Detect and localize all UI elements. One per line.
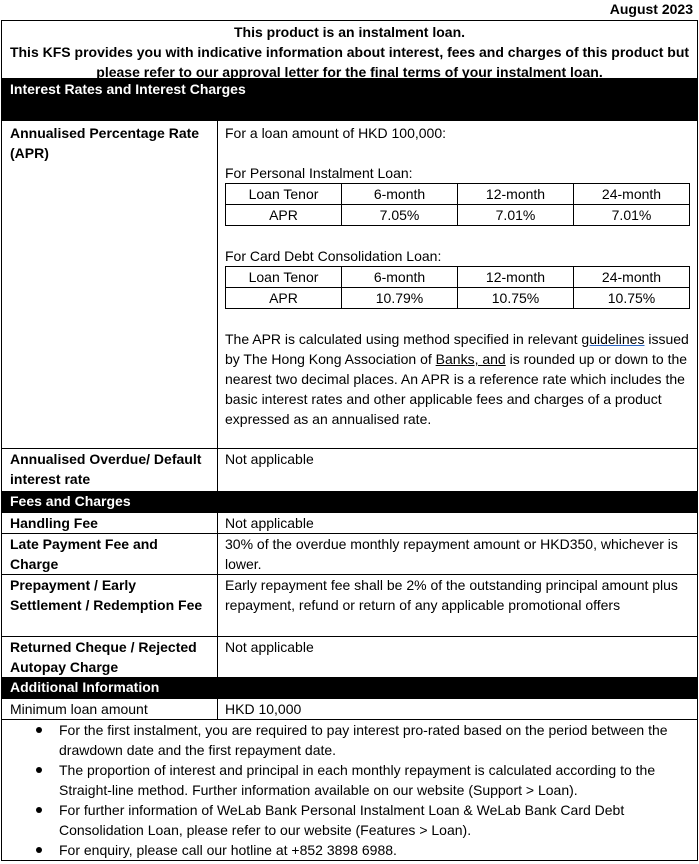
table-cell: 6-month — [342, 267, 458, 288]
bullet-icon — [32, 720, 59, 760]
list-item — [32, 800, 689, 840]
table-header-row — [226, 267, 690, 288]
table-cell: 12-month — [458, 184, 574, 205]
personal-apr-table — [225, 183, 690, 226]
handling-fee-value: Not applicable — [225, 515, 314, 531]
apr-note-text: The APR is calculated using method specified in relevant — [225, 331, 582, 347]
additional-section-header: Additional Information — [2, 677, 697, 699]
apr-note — [225, 329, 690, 429]
intro-line-2: This KFS provides you with indicative information about interest, fees and charges of this product but please refer to our approval letter for the final terms of your instalment loan. — [9, 44, 690, 80]
table-cell: Loan Tenor — [226, 267, 342, 288]
table-cell: 24-month — [574, 267, 690, 288]
handling-fee-row — [2, 513, 697, 533]
bullet-icon — [32, 760, 59, 800]
bullet-icon — [32, 840, 59, 860]
kfs-document — [1, 20, 698, 861]
late-fee-label: Late Payment Fee and Charge — [2, 534, 218, 574]
fees-section-header: Fees and Charges — [2, 491, 697, 513]
prepayment-label: Prepayment / Early Settlement / Redemption Fee — [2, 575, 218, 636]
document-date: August 2023 — [609, 1, 693, 17]
apr-note-text: issued by The Hong Kong Association of — [225, 331, 689, 367]
list-item-text: The proportion of interest and principal in each monthly repayment is calculated according to the Straight-line method. Further information available on our website (Support > Loan). — [59, 762, 656, 798]
intro-line-1: This product is an instalment loan. — [233, 24, 466, 40]
overdue-row — [2, 448, 697, 491]
loan-amount-text: For a loan amount of HKD 100,000: — [225, 125, 447, 141]
card-apr-table — [225, 266, 690, 309]
bullet-icon — [32, 800, 59, 840]
table-cell: 10.75% — [458, 288, 574, 309]
returned-cheque-value: Not applicable — [225, 639, 314, 655]
handling-fee-label: Handling Fee — [2, 513, 218, 533]
min-loan-row — [2, 699, 697, 719]
banks-link[interactable]: Banks, and — [435, 351, 506, 367]
guidelines-link[interactable]: guidelines — [581, 331, 645, 347]
intro-block — [2, 21, 697, 79]
table-row — [226, 288, 690, 309]
returned-cheque-label: Returned Cheque / Rejected Autopay Charge — [2, 637, 218, 677]
table-cell: 7.05% — [342, 205, 458, 226]
apr-label: Annualised Percentage Rate (APR) — [2, 121, 218, 448]
prepayment-value: Early repayment fee shall be 2% of the outstanding principal amount plus repayment, refund or return of any applicable promotional offers — [225, 577, 678, 613]
table-cell: 6-month — [342, 184, 458, 205]
list-item-text: For the first instalment, you are required to pay interest pro-rated based on the period between the drawdown date and the first repayment date. — [59, 722, 668, 758]
card-loan-title: For Card Debt Consolidation Loan: — [225, 248, 442, 264]
table-cell: APR — [226, 288, 342, 309]
overdue-value: Not applicable — [225, 451, 314, 467]
list-item — [32, 840, 689, 860]
additional-notes — [2, 719, 697, 860]
table-cell: 12-month — [458, 267, 574, 288]
table-cell: Loan Tenor — [226, 184, 342, 205]
returned-cheque-row — [2, 636, 697, 677]
apr-note-text: is rounded up or down to the nearest two decimal places. An APR is a reference rate which includes the basic interest rates and other applicable fees and charges of a product expressed as an annualised rate. — [225, 351, 688, 427]
list-item-text: For further information of WeLab Bank Personal Instalment Loan & WeLab Bank Card Debt Consolidation Loan, please refer to our website (Features > Loan). — [59, 802, 625, 838]
min-loan-label: Minimum loan amount — [2, 699, 218, 719]
table-cell: 7.01% — [458, 205, 574, 226]
overdue-label: Annualised Overdue/ Default interest rate — [2, 449, 218, 491]
table-cell: APR — [226, 205, 342, 226]
apr-value — [218, 121, 698, 448]
table-cell: 10.79% — [342, 288, 458, 309]
table-cell: 10.75% — [574, 288, 690, 309]
list-item — [32, 720, 689, 760]
table-cell: 7.01% — [574, 205, 690, 226]
late-fee-row — [2, 533, 697, 574]
table-cell: 24-month — [574, 184, 690, 205]
list-item-text: For enquiry, please call our hotline at +852 3898 6988. — [59, 842, 397, 858]
table-row — [226, 205, 690, 226]
personal-loan-title: For Personal Instalment Loan: — [225, 165, 413, 181]
list-item — [32, 760, 689, 800]
late-fee-value: 30% of the overdue monthly repayment amount or HKD350, whichever is lower. — [225, 536, 678, 572]
interest-section-header: Interest Rates and Interest Charges — [2, 79, 697, 121]
apr-row — [2, 121, 697, 448]
table-header-row — [226, 184, 690, 205]
min-loan-value: HKD 10,000 — [225, 701, 302, 717]
prepayment-row — [2, 574, 697, 636]
